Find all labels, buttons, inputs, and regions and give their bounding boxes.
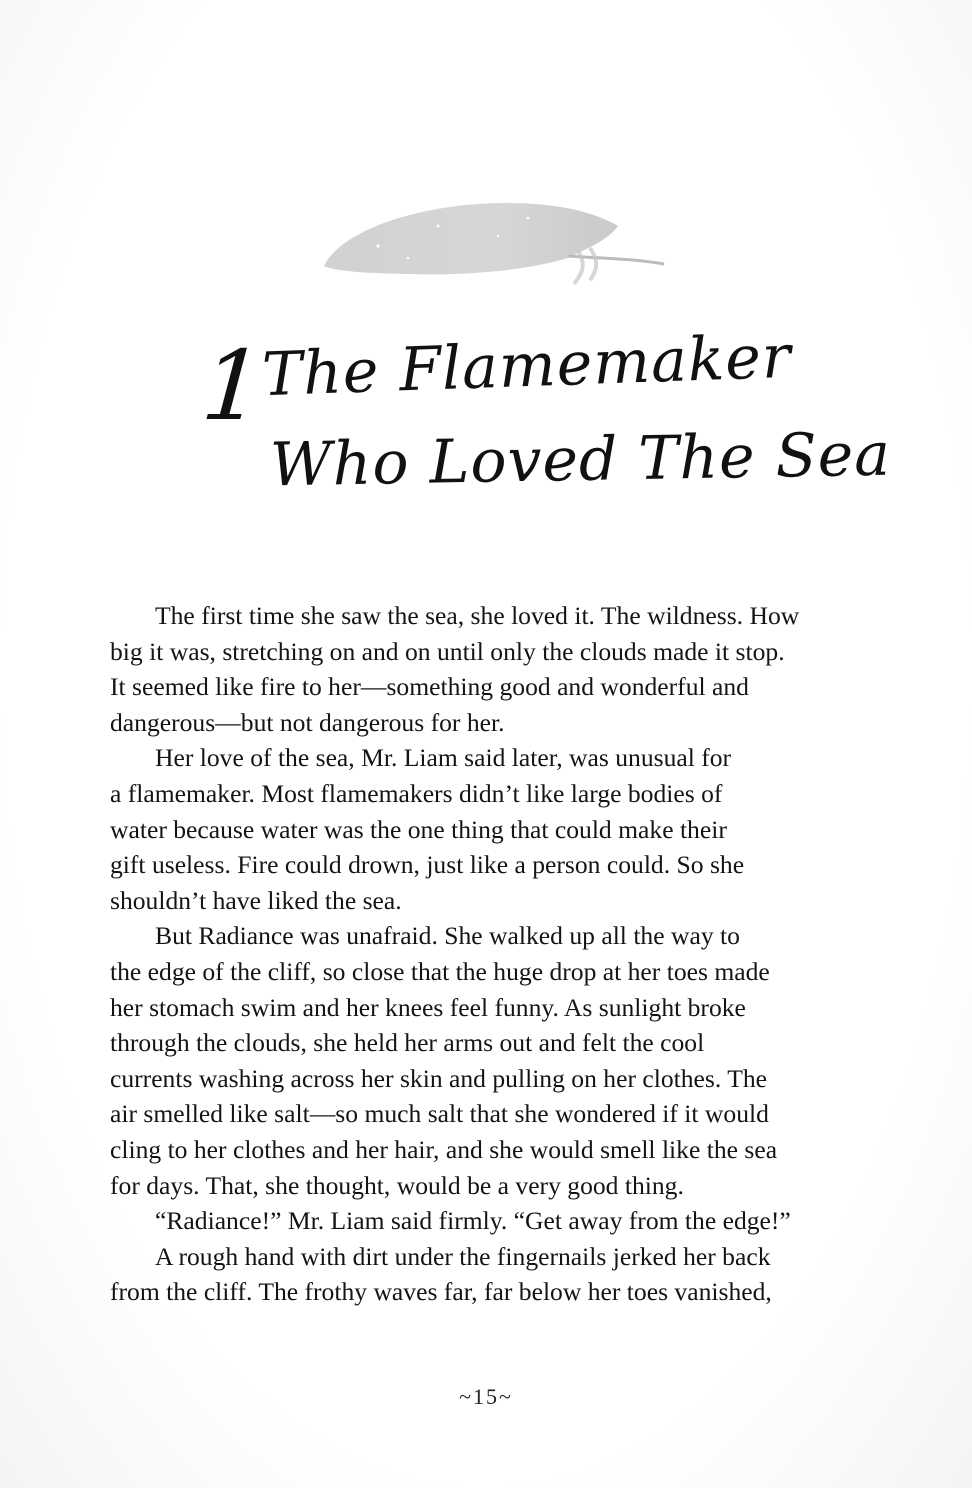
paragraph	[110, 598, 840, 740]
text-line: But Radiance was unafraid. She walked up all the way to	[155, 921, 740, 951]
chapter-number: 1	[198, 330, 267, 442]
text-line: currents washing across her skin and pulling on her clothes. The	[110, 1063, 767, 1093]
text-line: dangerous—but not dangerous for her.	[110, 707, 505, 737]
text-line: The first time she saw the sea, she loved it. The wildness. How	[155, 601, 800, 630]
text-line: “Radiance!” Mr. Liam said firmly. “Get away from the edge!”	[155, 1206, 791, 1236]
text-line: for days. That, she thought, would be a very good thing.	[110, 1170, 684, 1200]
text-line: cling to her clothes and her hair, and she would smell like the sea	[110, 1134, 778, 1164]
chapter-title-line-1: The Flamemaker	[260, 321, 793, 411]
text-line: Her love of the sea, Mr. Liam said later, was unusual for	[155, 743, 732, 773]
text-line: the edge of the cliff, so close that the huge drop at her toes made	[110, 956, 770, 986]
feather-icon	[318, 196, 668, 292]
text-line: gift useless. Fire could drown, just like a person could. So she	[110, 850, 745, 880]
text-line: a flamemaker. Most flamemakers didn’t like large bodies of	[110, 778, 723, 808]
text-line: big it was, stretching on and on until only the clouds made it stop.	[110, 636, 785, 666]
paragraph	[110, 740, 840, 918]
chapter-title-line-2: Who Loved The Sea	[269, 419, 892, 501]
text-line: water because water was the one thing that could make their	[110, 814, 727, 844]
text-line: air smelled like salt—so much salt that she wondered if it would	[110, 1099, 769, 1129]
paragraph	[110, 1203, 840, 1239]
body-text	[110, 598, 840, 1310]
text-line: through the clouds, she held her arms out and felt the cool	[110, 1028, 705, 1058]
text-line: shouldn’t have liked the sea.	[110, 885, 402, 915]
chapter-heading	[196, 318, 892, 518]
page-number: ~15~	[459, 1384, 513, 1409]
paragraph	[110, 1239, 840, 1310]
text-line: her stomach swim and her knees feel funny. As sunlight broke	[110, 992, 746, 1022]
text-line: A rough hand with dirt under the fingernails jerked her back	[155, 1241, 771, 1271]
text-line: from the cliff. The frothy waves far, far below her toes vanished,	[110, 1277, 772, 1307]
text-line: It seemed like fire to her—something good and wonderful and	[110, 672, 749, 702]
paragraph	[110, 918, 840, 1203]
